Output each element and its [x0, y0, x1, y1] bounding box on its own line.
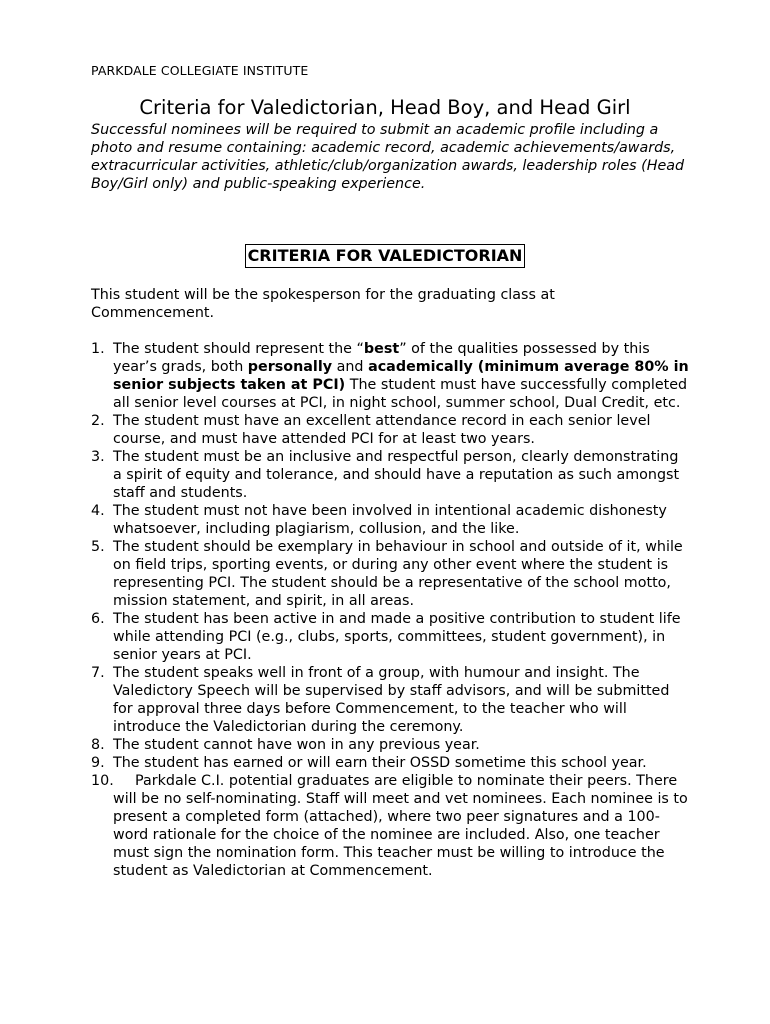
item-text: The student has been active in and made a positive contribution to student life while attending PCI (e.g., clubs, sports, committees, student government), in senior years at PCI. [113, 611, 681, 663]
criteria-item [91, 664, 691, 736]
item-number: 2. [91, 413, 105, 429]
criteria-item [91, 610, 691, 664]
emphasis-best: best [363, 341, 400, 357]
lead-paragraph: This student will be the spokesperson for the graduating class at Commencement. [91, 287, 555, 321]
item-number: 3. [91, 449, 105, 465]
item-number: 9. [91, 755, 105, 771]
criteria-item [91, 772, 691, 880]
intro-paragraph: Successful nominees will be required to submit an academic profile including a photo and resume containing: academic record, academic achievements/awards, extracurricular activities, athletic/club/organization awards, leadership roles (Head Boy/Girl only) and public-speaking experience. [91, 122, 685, 192]
emphasis-personally: personally [247, 359, 333, 375]
criteria-item [91, 448, 691, 502]
item-text: The student must not have been involved in intentional academic dishonesty whatsoever, including plagiarism, collusion, and the like. [113, 503, 667, 537]
item-text: The student must have successfully completed all senior level courses at PCI, in night school, summer school, Dual Credit, etc. [113, 377, 688, 411]
item-number: 4. [91, 503, 105, 519]
criteria-item [91, 502, 691, 538]
item-number: 7. [91, 665, 105, 681]
criteria-item [91, 538, 691, 610]
item-number: 10. [91, 773, 114, 789]
section-heading-wrap [0, 244, 770, 268]
item-text: ” of the qualities possessed by this year’s grads, both [113, 341, 650, 375]
criteria-list [91, 340, 691, 880]
item-number: 6. [91, 611, 105, 627]
item-number: 5. [91, 539, 105, 555]
item-text: The student should represent the “ [113, 341, 364, 357]
criteria-item [91, 736, 691, 754]
item-text: The student should be exemplary in behaviour in school and outside of it, while on field trips, sporting events, or during any other event where the student is representing PCI. The student should be a representative of the school motto, mission statement, and spirit, in all areas. [113, 539, 683, 609]
item-text: and [332, 359, 369, 375]
emphasis-academically: academically (minimum average 80% in senior subjects taken at PCI) [113, 359, 689, 393]
item-text: The student speaks well in front of a group, with humour and insight. The Valedictory Speech will be supervised by staff advisors, and will be submitted for approval three days before Commencement, to the teacher who will introduce the Valedictorian during the ceremony. [113, 665, 670, 735]
criteria-item [91, 412, 691, 448]
section-heading: CRITERIA FOR VALEDICTORIAN [245, 244, 526, 268]
item-text: The student has earned or will earn their OSSD sometime this school year. [113, 755, 647, 771]
school-name: PARKDALE COLLEGIATE INSTITUTE [91, 63, 309, 78]
criteria-item [91, 754, 691, 772]
item-text: Parkdale C.I. potential graduates are eligible to nominate their peers. There will be no self-nominating. Staff will meet and vet nominees. Each nominee is to present a completed form (attached), where two peer signatures and a 100-word rationale for the choice of the nominee are included. Also, one teacher must sign the nomination form. This teacher must be willing to introduce the student as Valedictorian at Commencement. [113, 773, 688, 879]
item-number: 1. [91, 341, 105, 357]
document-title: Criteria for Valedictorian, Head Boy, and Head Girl [139, 96, 631, 119]
item-text: The student cannot have won in any previous year. [113, 737, 480, 753]
item-number: 8. [91, 737, 105, 753]
item-text: The student must have an excellent attendance record in each senior level course, and must have attended PCI for at least two years. [113, 413, 651, 447]
criteria-item [91, 340, 691, 412]
item-text: The student must be an inclusive and respectful person, clearly demonstrating a spirit of equity and tolerance, and should have a reputation as such amongst staff and students. [113, 449, 680, 501]
